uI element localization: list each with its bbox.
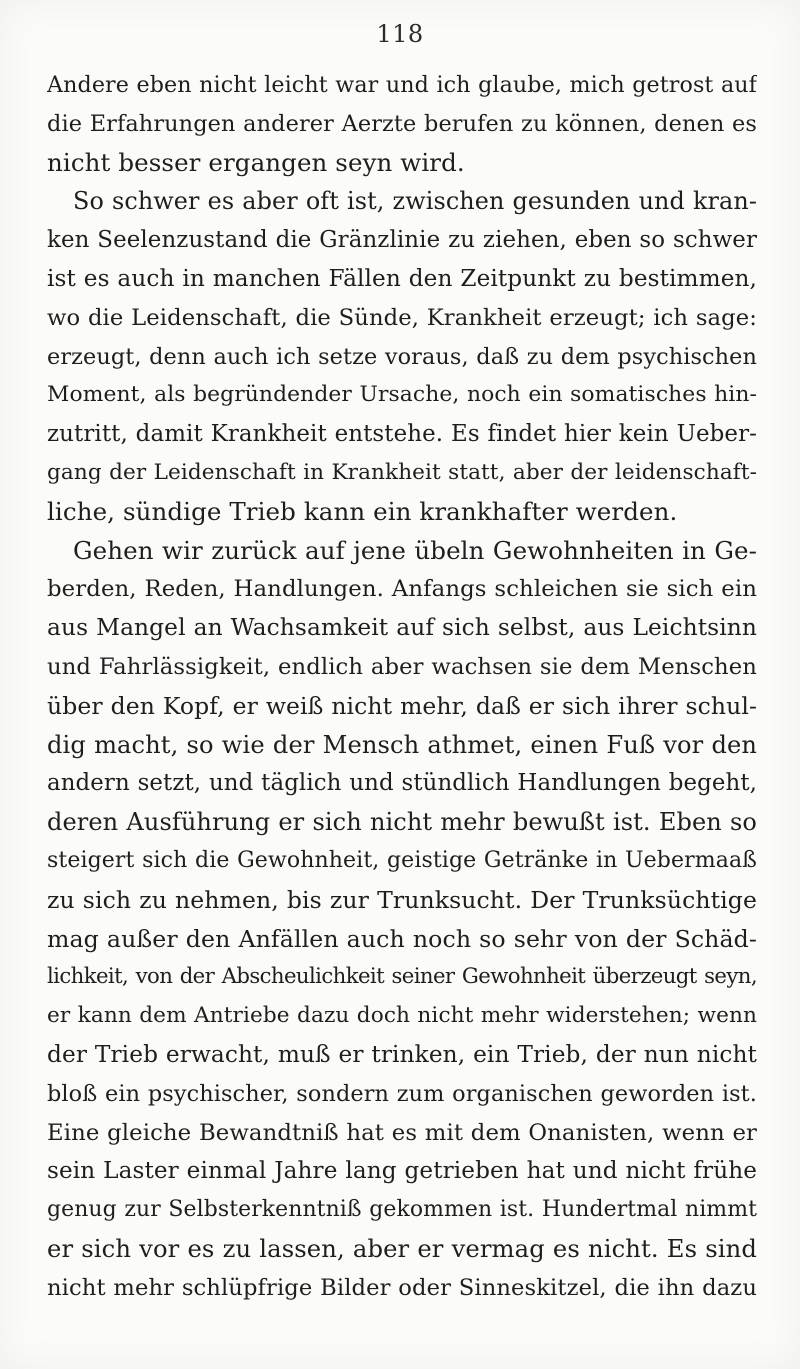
text-line: genug zur Selbsterkenntniß gekommen ist. Hundertmal nimmt <box>47 1197 757 1223</box>
text-line: Eine gleiche Bewandtniß hat es mit dem Onanisten, wenn er <box>47 1119 757 1146</box>
text-line: liche, sündige Trieb kann ein krankhafter werden. <box>47 496 678 526</box>
text-line: mag außer den Anfällen auch noch so sehr von der Schäd- <box>47 924 757 953</box>
text-line: steigert sich die Gewohnheit, geistige Getränke in Uebermaaß <box>47 847 757 873</box>
text-line: berden, Reden, Handlungen. Anfangs schleichen sie sich ein <box>47 576 757 603</box>
text-line: er sich vor es zu lassen, aber er vermag es nicht. Es sind <box>47 1233 757 1263</box>
text-line: zutritt, damit Krankheit entstehe. Es findet hier kein Ueber- <box>47 421 757 448</box>
text-line: andern setzt, und täglich und stündlich Handlungen begeht, <box>47 770 757 797</box>
text-line: er kann dem Antriebe dazu doch nicht mehr widerstehen; wenn <box>47 1003 757 1029</box>
text-line: über den Kopf, er weiß nicht mehr, daß er sich ihrer schul- <box>47 691 757 720</box>
text-line: die Erfahrungen anderer Aerzte berufen zu können, denen es <box>47 110 757 137</box>
text-line: wo die Leidenschaft, die Sünde, Krankheit erzeugt; ich sage: <box>47 304 757 331</box>
text-line: aus Mangel an Wachsamkeit auf sich selbst, aus Leichtsinn <box>47 614 757 642</box>
text-line: nicht mehr schlüpfrige Bilder oder Sinneskitzel, die ihn dazu <box>47 1274 757 1301</box>
text-line: erzeugt, denn auch ich setze voraus, daß zu dem psychischen <box>47 343 757 370</box>
text-line: lichkeit, von der Abscheulichkeit seiner Gewohnheit überzeugt seyn, <box>47 964 757 990</box>
text-line: Andere eben nicht leicht war und ich glaube, mich getrost auf <box>47 72 757 98</box>
text-line: deren Ausführung er sich nicht mehr bewußt ist. Eben so <box>47 808 757 837</box>
page-number: 118 <box>376 20 424 48</box>
text-line: Moment, als begründender Ursache, noch ein somatisches hin- <box>47 382 757 408</box>
body-text <box>47 66 757 1308</box>
text-line: bloß ein psychischer, sondern zum organischen geworden ist. <box>47 1080 757 1107</box>
text-line: der Trieb erwacht, muß er trinken, ein Trieb, der nun nicht <box>47 1040 757 1068</box>
text-line: ken Seelenzustand die Gränzlinie zu ziehen, eben so schwer <box>47 227 757 254</box>
text-line: Gehen wir zurück auf jene übeln Gewohnheiten in Ge- <box>73 535 757 565</box>
text-line: ist es auch in manchen Fällen den Zeitpunkt zu bestimmen, <box>47 264 757 292</box>
text-line: nicht besser ergangen seyn wird. <box>47 147 465 177</box>
text-line: sein Laster einmal Jahre lang getrieben hat und nicht frühe <box>47 1158 757 1185</box>
text-line: gang der Leidenschaft in Krankheit statt, aber der leidenschaft- <box>47 459 757 485</box>
text-line: zu sich zu nehmen, bis zur Trunksucht. Der Trunksüchtige <box>47 885 757 914</box>
text-line: und Fahrlässigkeit, endlich aber wachsen sie dem Menschen <box>47 653 757 680</box>
text-line: So schwer es aber oft ist, zwischen gesunden und kran- <box>73 187 757 216</box>
text-line: dig macht, so wie der Mensch athmet, einen Fuß vor den <box>47 730 757 759</box>
